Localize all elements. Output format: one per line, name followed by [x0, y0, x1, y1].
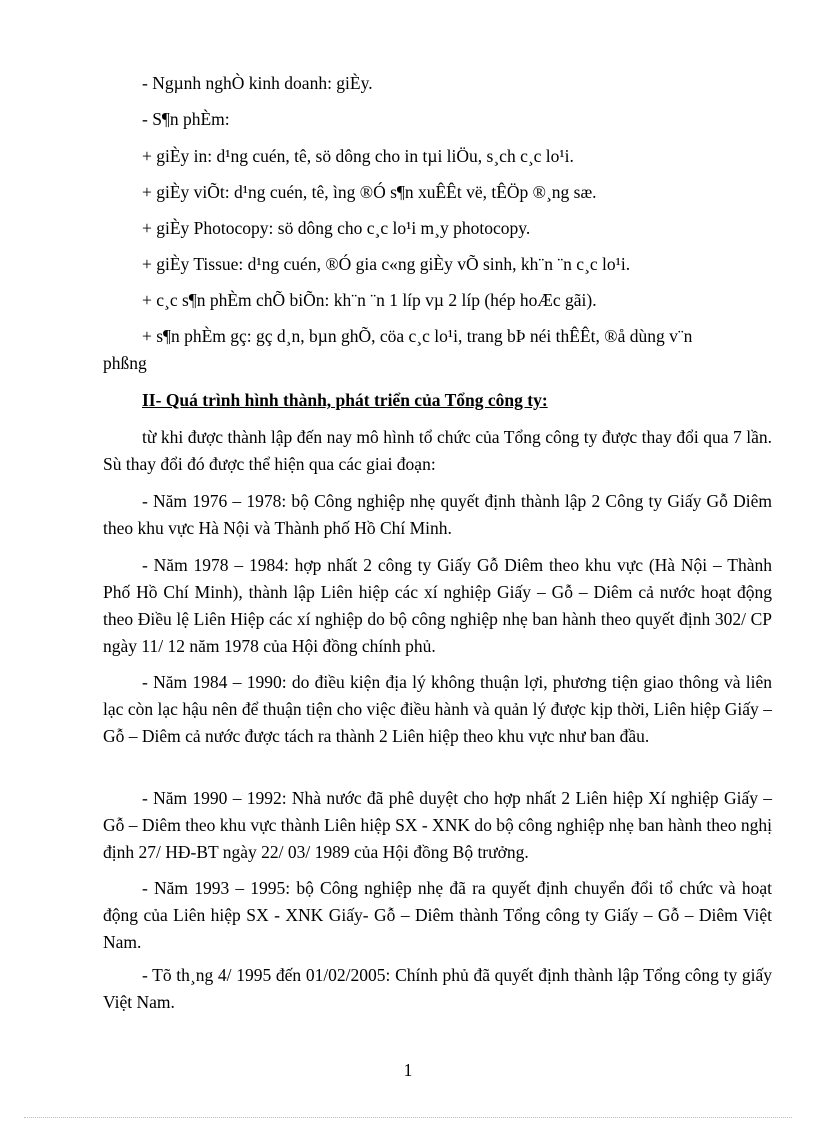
product-item: + giÈy Photocopy: sö dông cho c¸c lo¹i m¸y photocopy.	[142, 218, 531, 238]
section-heading: II- Quá trình hình thành, phát triển của Tổng công ty:	[142, 390, 548, 410]
paragraph: - Năm 1990 – 1992: Nhà nước đã phê duyệt cho hợp nhất 2 Liên hiệp Xí nghiệp Giấy – Gỗ – Diêm theo khu vực thành Liên hiệp SX - XNK do bộ công nghiệp nhẹ ban hành theo nghị định 27/ HĐ-BT ngày 22/ 03/ 1989 của Hội đồng Bộ trưởng.	[103, 788, 772, 862]
product-item: + giÈy viÕt: d¹ng cuén, tê, ìng ®Ó s¶n xuÊÊt vë, tÊÖp ®¸ng sæ.	[142, 182, 597, 202]
product-item: + giÈy Tissue: d¹ng cuén, ®Ó gia c«ng giÈy vÕ sinh, kh¨n ¨n c¸c lo¹i.	[142, 254, 631, 274]
page-number: 1	[403, 1060, 413, 1080]
paragraph: - Năm 1976 – 1978: bộ Công nghiệp nhẹ quyết định thành lập 2 Công ty Giấy Gỗ Diêm theo khu vực Hà Nội và Thành phố Hồ Chí Minh.	[103, 491, 772, 538]
paragraph: - Tõ th¸ng 4/ 1995 đến 01/02/2005: Chính phủ đã quyết định thành lập Tổng công ty giấy Việt Nam.	[103, 965, 772, 1012]
business-line: - Ngµnh nghÒ kinh doanh: giÈy.	[142, 73, 373, 93]
product-item: + giÈy in: d¹ng cuén, tê, sö dông cho in tµi liÖu, s¸ch c¸c lo¹i.	[142, 146, 574, 166]
product-item: + s¶n phÈm gç: gç d¸n, bµn ghÕ, cöa c¸c lo¹i, trang bÞ néi thÊÊt, ®å dùng v¨n	[142, 326, 693, 346]
paragraph: từ khi được thành lập đến nay mô hình tổ chức của Tổng công ty được thay đổi qua 7 lần. Sù thay đổi đó được thể hiện qua các giai đoạn:	[103, 427, 772, 474]
products-label: - S¶n phÈm:	[142, 109, 230, 129]
page-divider	[24, 1117, 792, 1118]
paragraph: - Năm 1984 – 1990: do điều kiện địa lý không thuận lợi, phương tiện giao thông và liên lạc còn lạc hậu nên để thuận tiện cho việc điều hành và quản lý được kịp thời, Liên hiệp Giấy – Gỗ – Diêm cả nước được tách ra thành 2 Liên hiệp theo khu vực như ban đầu.	[103, 672, 772, 746]
paragraph: - Năm 1978 – 1984: hợp nhất 2 công ty Giấy Gỗ Diêm theo khu vực (Hà Nội – Thành Phố Hồ Chí Minh), thành lập Liên hiệp các xí nghiệp Giấy – Gỗ – Diêm cả nước hoạt động theo Điều lệ Liên Hiệp các xí nghiệp do bộ công nghiệp nhẹ ban hành theo quyết định 302/ CP ngày 11/ 12 năm 1978 của Hội đồng chính phủ.	[103, 555, 772, 656]
product-item: + c¸c s¶n phÈm chÕ biÕn: kh¨n ¨n 1 líp vµ 2 líp (hép hoÆc gãi).	[142, 290, 597, 310]
product-item-continuation: phßng	[103, 353, 147, 373]
paragraph: - Năm 1993 – 1995: bộ Công nghiệp nhẹ đã ra quyết định chuyển đổi tổ chức và hoạt động của Liên hiệp SX - XNK Giấy- Gỗ – Diêm thành Tổng công ty Giấy – Gỗ – Diêm Việt Nam.	[103, 878, 772, 952]
